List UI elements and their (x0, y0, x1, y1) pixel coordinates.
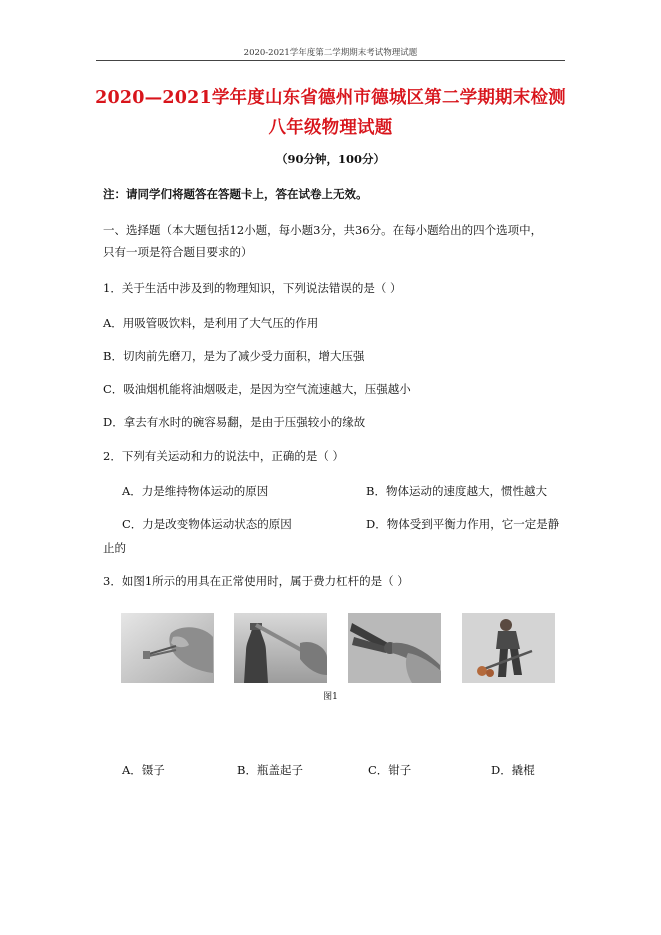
exam-title-line2: 八年级物理试题 (268, 118, 393, 138)
question-2-stem: 2．下列有关运动和力的说法中，正确的是（ ） (103, 449, 344, 463)
section-heading-line1: 一、选择题（本大题包括12小题，每小题3分，共36分。在每小题给出的四个选项中， (103, 223, 543, 237)
question-1-stem: 1．关于生活中涉及到的物理知识，下列说法错误的是（ ） (103, 281, 402, 295)
header-rule (96, 60, 565, 61)
question-3-option-a: A．镊子 (122, 763, 165, 777)
running-header: 2020-2021学年度第二学期期末考试物理试题 (243, 48, 418, 58)
question-1-option-c: C．吸油烟机能将油烟吸走，是因为空气流速越大，压强越小 (103, 382, 411, 396)
question-1-option-b: B．切肉前先磨刀，是为了减少受力面积，增大压强 (103, 349, 365, 363)
exam-duration-score: （90分钟，100分） (275, 152, 385, 166)
question-3-option-b: B．瓶盖起子 (237, 763, 303, 777)
question-2-option-c: C．力是改变物体运动状态的原因 (122, 517, 292, 531)
exam-title-line1: 2020—2021学年度山东省德州市德城区第二学期期末检测 (95, 88, 566, 108)
question-1-option-d: D．拿去有水时的碗容易翻，是由于压强较小的缘故 (103, 415, 366, 429)
question-3-stem: 3．如图1所示的用具在正常使用时，属于费力杠杆的是（ ） (103, 574, 409, 588)
bottle-opener-photo (234, 613, 327, 683)
tweezers-photo (121, 613, 214, 683)
question-2-option-d-continued: 止的 (103, 541, 126, 555)
question-1-option-a: A．用吸管吸饮料，是利用了大气压的作用 (103, 316, 319, 330)
section-heading-line2: 只有一项是符合题目要求的） (103, 245, 253, 259)
crowbar-photo (462, 613, 555, 683)
figure-caption: 图1 (323, 692, 338, 702)
exam-note: 注：请同学们将题答在答题卡上，答在试卷上无效。 (103, 187, 368, 201)
question-3-option-d: D．撬棍 (491, 763, 535, 777)
question-3-option-c: C．钳子 (368, 763, 412, 777)
question-2-option-a: A．力是维持物体运动的原因 (122, 484, 269, 498)
pliers-photo (348, 613, 441, 683)
question-2-option-d: D．物体受到平衡力作用，它一定是静 (366, 517, 560, 531)
question-2-option-b: B．物体运动的速度越大，惯性越大 (366, 484, 547, 498)
